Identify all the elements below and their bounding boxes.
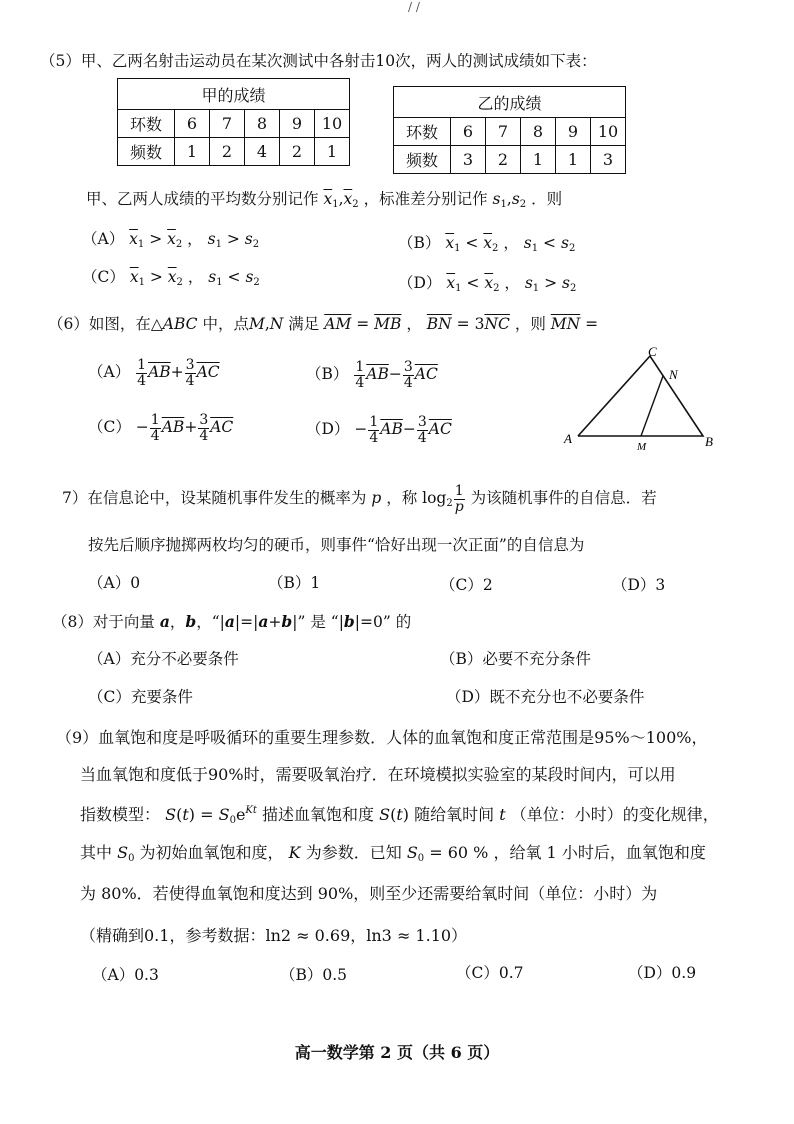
q5-option-c[interactable]: （C） $\overline{x}_1 > \overline{x}_2$ ， $s_1 < s_2$ xyxy=(82,268,260,288)
q9-line5: 为 80%．若使得血氧饱和度达到 90%，则至少还需要给氧时间（单位：小时）为 xyxy=(80,884,658,903)
q9-text: 其中 xyxy=(80,843,113,862)
q9-text: （单位：小时）的变化规律， xyxy=(510,805,719,824)
table-cell: 3 xyxy=(591,146,626,174)
label-m: M xyxy=(637,441,647,453)
q8-stem-text: （8）对于向量 xyxy=(52,613,155,631)
q7-stem: 7）在信息论中，设某随机事件发生的概率为 p ，称 $\log_2$ $\frac{1}{p}$ 为该随机事件的自信息．若 xyxy=(62,483,657,515)
q5-option-b[interactable]: （B） $\overline{x}_1 < \overline{x}_2$ ， $s_1 < s_2$ xyxy=(398,234,576,254)
table-cell: 1 xyxy=(315,138,350,166)
table-cell: 9 xyxy=(280,110,315,138)
option-label: （B） xyxy=(306,365,349,384)
table-cell: 10 xyxy=(591,118,626,146)
table-cell: 4 xyxy=(245,138,280,166)
q5-desc-text: ．则 xyxy=(531,190,563,208)
q9-line6: （精确到0.1，参考数据：ln2 ≈ 0.69，ln3 ≈ 1.10） xyxy=(80,926,468,945)
table-cell: 2 xyxy=(210,138,245,166)
option-label: （D） xyxy=(398,274,442,292)
label-b: B xyxy=(705,434,713,449)
q9-option-b[interactable]: （B）0.5 xyxy=(280,966,348,984)
q5-option-a[interactable]: （A） $\overline{x}_1 > \overline{x}_2$ ， $s_1 > s_2$ xyxy=(82,230,260,250)
q9-text: ，给氧 1 小时后，血氧饱和度 xyxy=(493,843,706,862)
q9-text: 为初始血氧饱和度， xyxy=(139,843,284,862)
table-cell: 1 xyxy=(521,146,556,174)
q6-stem-text: 中，点 xyxy=(202,315,249,333)
label-a: A xyxy=(564,431,572,446)
top-mark: / / xyxy=(408,0,420,14)
table-cell: 1 xyxy=(175,138,210,166)
q7-stem-text: 7）在信息论中，设某随机事件发生的概率为 xyxy=(62,489,367,508)
q9-line4: 其中 $S_0$ 为初始血氧饱和度， K 为参数．已知 $S_0 = 60$ % ，给氧 1 小时后，血氧饱和度 xyxy=(80,843,706,864)
q8-stem-text: 的 xyxy=(395,613,412,631)
label-c: C xyxy=(648,344,657,359)
table-yi-row-label: 频数 xyxy=(394,146,451,174)
q9-line3: 指数模型： $S(t) = S_0e^{Kt}$ 描述血氧饱和度 S(t) 随给氧时间 t （单位：小时）的变化规律， xyxy=(80,805,719,826)
q7-option-a[interactable]: （A）0 xyxy=(88,574,141,592)
q7-option-d[interactable]: （D）3 xyxy=(612,576,666,594)
triangle-figure xyxy=(560,342,720,454)
q9-line1: （9）血氧饱和度是呼吸循环的重要生理参数．人体的血氧饱和度正常范围是95%～100%， xyxy=(56,728,708,747)
table-cell: 7 xyxy=(210,110,245,138)
q5-option-d[interactable]: （D） $\overline{x}_1 < \overline{x}_2$ ， $s_1 > s_2$ xyxy=(398,274,577,294)
option-label: （C） xyxy=(88,418,131,437)
q8-option-a[interactable]: （A）充分不必要条件 xyxy=(88,650,239,668)
table-jia-row-label: 环数 xyxy=(118,110,175,138)
table-jia-caption: 甲的成绩 xyxy=(118,79,350,110)
option-label: （C） xyxy=(82,268,125,286)
table-cell: 6 xyxy=(175,110,210,138)
q6-stem-text: （6）如图，在△ xyxy=(48,315,163,333)
q8-option-b[interactable]: （B）必要不充分条件 xyxy=(440,650,591,668)
q9-option-a[interactable]: （A）0.3 xyxy=(92,966,159,984)
q7-stem-text: 为该随机事件的自信息．若 xyxy=(470,489,657,508)
q8-stem: （8）对于向量 a，b，“|a|=|a+b|” 是 “|b|=0” 的 xyxy=(52,612,412,631)
page-footer: 高一数学第 2 页（共 6 页） xyxy=(294,1043,500,1062)
q9-text: 描述血氧饱和度 xyxy=(262,805,375,824)
q5-desc-text: 甲、乙两人成绩的平均数分别记作 xyxy=(86,190,319,208)
q9-text: 为参数．已知 xyxy=(305,843,402,862)
q8-option-c[interactable]: （C）充要条件 xyxy=(88,688,193,706)
q9-option-d[interactable]: （D）0.9 xyxy=(628,964,697,982)
q6-stem: （6）如图，在△ABC 中，点M,N 满足 $\overline{AM} = \overline{MB}$ ， $\overline{BN} = 3\overline{NC}$ ，则 $\overline{MN}$ = xyxy=(48,315,599,333)
table-cell: 3 xyxy=(451,146,486,174)
table-jia xyxy=(117,78,350,166)
table-cell: 10 xyxy=(315,110,350,138)
q6-option-d[interactable]: （D） − $\frac{1}{4}$ $\overline{AB}-$ $\frac{3}{4}$ $\overline{AC}$ xyxy=(306,414,452,446)
q6-stem-text: ，则 xyxy=(514,315,546,333)
table-cell: 7 xyxy=(486,118,521,146)
table-jia-row-label: 频数 xyxy=(118,138,175,166)
q5-desc-text: ，标准差分别记作 xyxy=(363,190,488,208)
table-cell: 1 xyxy=(556,146,591,174)
label-n: N xyxy=(669,367,678,382)
table-yi xyxy=(393,86,626,174)
option-label: （A） xyxy=(88,363,131,382)
option-label: （B） xyxy=(398,234,441,252)
table-cell: 2 xyxy=(486,146,521,174)
q7-option-c[interactable]: （C）2 xyxy=(440,576,493,594)
q6-option-b[interactable]: （B） $\frac{1}{4}$ $\overline{AB}-$ $\frac{3}{4}$ $\overline{AC}$ xyxy=(306,359,438,391)
triangle-abc xyxy=(578,356,703,436)
table-cell: 8 xyxy=(245,110,280,138)
q9-line2: 当血氧饱和度低于90%时，需要吸氧治疗．在环境模拟实验室的某段时间内，可以用 xyxy=(80,765,676,784)
q7-line2: 按先后顺序抛掷两枚均匀的硬币，则事件“恰好出现一次正面”的自信息为 xyxy=(88,536,585,554)
q9-text: 随给氧时间 xyxy=(414,805,495,824)
table-cell: 9 xyxy=(556,118,591,146)
q9-option-c[interactable]: （C）0.7 xyxy=(456,964,524,982)
q7-stem-text: ，称 xyxy=(386,489,418,508)
option-label: （A） xyxy=(82,230,125,248)
q8-option-d[interactable]: （D）既不充分也不必要条件 xyxy=(446,688,645,706)
q9-text: 指数模型： xyxy=(80,805,161,824)
q6-option-c[interactable]: （C） − $\frac{1}{4}$ $\overline{AB}+$ $\frac{3}{4}$ $\overline{AC}$ xyxy=(88,412,234,444)
q6-stem-text: 满足 xyxy=(288,315,320,333)
table-cell: 2 xyxy=(280,138,315,166)
q8-stem-text: 是 xyxy=(310,613,326,631)
table-cell: 6 xyxy=(451,118,486,146)
q7-option-b[interactable]: （B）1 xyxy=(268,574,321,592)
table-cell: 8 xyxy=(521,118,556,146)
table-yi-row-label: 环数 xyxy=(394,118,451,146)
q6-option-a[interactable]: （A） $\frac{1}{4}$ $\overline{AB}+$ $\frac{3}{4}$ $\overline{AC}$ xyxy=(88,357,220,389)
q5-stem: （5）甲、乙两名射击运动员在某次测试中各射击10次，两人的测试成绩如下表： xyxy=(40,52,597,70)
table-yi-caption: 乙的成绩 xyxy=(394,87,626,118)
option-label: （D） xyxy=(306,420,350,439)
q5-description: 甲、乙两人成绩的平均数分别记作 $\overline{x}_1,\overline{x}_2$ ，标准差分别记作 $s_1,s_2$ ．则 xyxy=(86,190,563,210)
segment-mn xyxy=(641,376,663,436)
